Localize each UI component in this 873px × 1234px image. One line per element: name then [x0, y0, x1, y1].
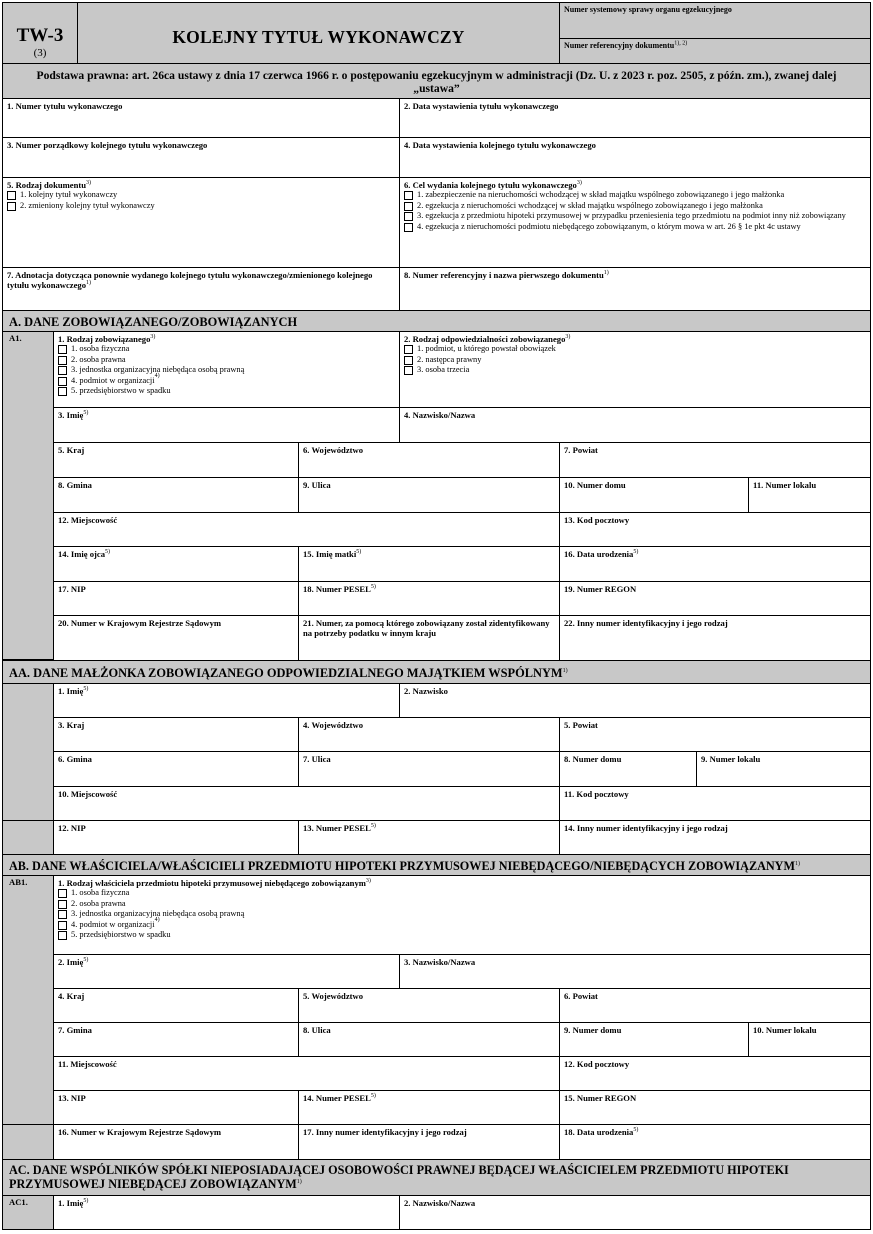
field-label: 1. Rodzaj zobowiązanego — [58, 334, 151, 344]
spouse-street-field[interactable] — [298, 751, 560, 787]
footnote-ref: 5) — [370, 1093, 376, 1100]
obligor-nip-field[interactable] — [53, 581, 299, 616]
field-label: 7. Adnotacja dotycząca ponownie wydanego kolejnego tytułu wykonawczego/zmienionego kolejnego tytułu wykonawczego — [7, 270, 373, 290]
field-label: 11. Kod pocztowy — [564, 789, 629, 799]
owner-city-field[interactable] — [53, 1056, 560, 1091]
owner-commune-field[interactable] — [53, 1022, 299, 1057]
section-id: A1. — [9, 333, 22, 343]
field-label: 3. Imię — [58, 410, 84, 420]
field-label: 4. Data wystawienia kolejnego tytułu wykonawczego — [404, 140, 596, 150]
checkbox[interactable] — [58, 921, 67, 930]
obligor-foreign-tax-id-field[interactable] — [298, 615, 560, 661]
obligor-mother-name-field[interactable] — [298, 546, 560, 582]
document-type-option-2[interactable]: 2. zmieniony kolejny tytuł wykonawczy — [7, 201, 396, 212]
owner-type-field — [53, 875, 871, 955]
owner-postal-code-field[interactable] — [559, 1056, 871, 1091]
obligor-country-field[interactable] — [53, 442, 299, 478]
spouse-last-name-field[interactable] — [399, 683, 871, 718]
field-label: 17. Inny numer identyfikacyjny i jego rodzaj — [303, 1127, 467, 1137]
field-label: 2. Nazwisko/Nazwa — [404, 1198, 476, 1208]
field-label: 4. Województwo — [303, 720, 363, 730]
document-type-option-1[interactable]: 1. kolejny tytuł wykonawczy — [7, 190, 396, 201]
footnote-ref: 5) — [83, 1198, 89, 1205]
owner-nip-field[interactable] — [53, 1090, 299, 1125]
checkbox[interactable] — [404, 223, 413, 232]
footnote-ref: 5) — [83, 686, 89, 693]
field-label: 14. Numer PESEL — [303, 1093, 371, 1103]
field-label: 3. Kraj — [58, 720, 85, 730]
checkbox[interactable] — [404, 202, 413, 211]
owner-regon-field[interactable] — [559, 1090, 871, 1125]
section-ab-header — [2, 854, 871, 876]
spouse-nip-field[interactable] — [53, 820, 299, 855]
field-label: 7. Powiat — [564, 445, 598, 455]
checkbox[interactable] — [404, 191, 413, 200]
footnote-ref: 5) — [83, 957, 89, 964]
checkbox[interactable] — [58, 889, 67, 898]
field-label: 6. Cel wydania kolejnego tytułu wykonawczego — [404, 180, 577, 190]
section-title: A. DANE ZOBOWIĄZANEGO/ZOBOWIĄZANYCH — [9, 315, 298, 329]
field-label: 7. Ulica — [303, 754, 331, 764]
section-a-id-column — [2, 331, 54, 660]
field-label: 4. Kraj — [58, 991, 85, 1001]
spouse-postal-code-field[interactable] — [559, 786, 871, 821]
field-label: 13. Numer PESEL — [303, 823, 371, 833]
section-id: AB1. — [9, 877, 28, 887]
field-label: 9. Numer lokalu — [701, 754, 761, 764]
field-label: 8. Numer domu — [564, 754, 622, 764]
ref-number-label: Numer referencyjny dokumentu — [564, 41, 675, 50]
next-title-ordinal-field[interactable] — [2, 137, 400, 178]
owner-first-name-field[interactable] — [53, 954, 400, 989]
field-label: 2. Data wystawienia tytułu wykonawczego — [404, 101, 559, 111]
obligor-birth-date-field[interactable] — [559, 546, 871, 582]
form-code: TW-3 — [16, 25, 64, 46]
footnote-ref: 5) — [105, 549, 111, 556]
field-label: 22. Inny numer identyfikacyjny i jego rodzaj — [564, 618, 728, 628]
field-label: 8. Gmina — [58, 480, 92, 490]
footnote-ref: 1) — [562, 667, 568, 674]
owner-type-option-2[interactable]: 2. osoba prawna — [58, 899, 867, 910]
ref-number-footnote: 1), 2) — [674, 40, 688, 47]
spouse-pesel-field[interactable] — [298, 820, 560, 855]
owner-birth-date-field[interactable] — [559, 1124, 871, 1160]
checkbox[interactable] — [58, 910, 67, 919]
section-ab-id-column — [2, 875, 54, 1157]
field-label: 14. Imię ojca — [58, 549, 106, 559]
field-label: 15. Imię matki — [303, 549, 357, 559]
footnote-ref: 5) — [356, 549, 362, 556]
title-number-field[interactable] — [2, 98, 400, 138]
liability-type-option-3[interactable]: 3. osoba trzecia — [404, 365, 867, 376]
owner-type-option-4[interactable]: 4. podmiot w organizacji 4) — [58, 920, 867, 931]
field-label: 19. Numer REGON — [564, 584, 637, 594]
spouse-first-name-field[interactable] — [53, 683, 400, 718]
field-label: 6. Gmina — [58, 754, 92, 764]
obligor-type-option-2[interactable]: 2. osoba prawna — [58, 355, 396, 366]
obligor-city-field[interactable] — [53, 512, 560, 547]
field-label: 12. Miejscowość — [58, 515, 118, 525]
owner-street-field[interactable] — [298, 1022, 560, 1057]
section-ac-header — [2, 1159, 871, 1196]
owner-type-option-1[interactable]: 1. osoba fizyczna — [58, 888, 867, 899]
field-label: 5. Kraj — [58, 445, 85, 455]
page-title: KOLEJNY TYTUŁ WYKONAWCZY — [172, 27, 465, 47]
obligor-krs-field[interactable] — [53, 615, 299, 661]
form-version: (3) — [33, 47, 47, 59]
field-label: 20. Numer w Krajowym Rejestrze Sądowym — [58, 618, 222, 628]
owner-last-name-field[interactable] — [399, 954, 871, 989]
footnote-ref: 1) — [603, 270, 609, 277]
field-label: 1. Numer tytułu wykonawczego — [7, 101, 123, 111]
field-label: 10. Miejscowość — [58, 789, 118, 799]
title-issue-date-field[interactable] — [399, 98, 871, 138]
obligor-postal-code-field[interactable] — [559, 512, 871, 547]
issue-purpose-option-1[interactable]: 1. zabezpieczenie na nieruchomości wchodzącej w skład majątku wspólnego zobowiązanego i jego małżonka — [404, 190, 860, 201]
field-label: 16. Data urodzenia — [564, 549, 634, 559]
form-page — [2, 2, 871, 1230]
obligor-voivodeship-field[interactable] — [298, 442, 560, 478]
obligor-type-option-5[interactable]: 5. przedsiębiorstwo w spadku — [58, 386, 396, 397]
owner-type-option-3[interactable]: 3. jednostka organizacyjna niebędąca osobą prawną — [58, 909, 867, 920]
issue-purpose-option-3[interactable]: 3. egzekucja z przedmiotu hipoteki przymusowej w przypadku przeniesienia tego przedmiotu na podmiot inny niż zobowiązany — [404, 211, 860, 222]
first-document-ref-field[interactable] — [399, 267, 871, 311]
legal-basis: Podstawa prawna: art. 26ca ustawy z dnia 17 czerwca 1966 r. o postępowaniu egzekucyjnym w administracji (Dz. U. z 2023 r. poz. 2505, z późn. zm.), zwanej dalej „ustawa” — [36, 69, 837, 95]
footnote-ref: 3) — [565, 334, 571, 341]
footnote-ref: 5) — [633, 1127, 639, 1134]
field-label: 18. Numer PESEL — [303, 584, 371, 594]
spouse-voivodeship-field[interactable] — [298, 717, 560, 752]
checkbox[interactable] — [58, 356, 67, 365]
partner-first-name-field[interactable] — [53, 1195, 400, 1230]
footnote-ref: 5) — [633, 549, 639, 556]
field-label: 13. NIP — [58, 1093, 86, 1103]
section-title: AB. DANE WŁAŚCICIELA/WŁAŚCICIELI PRZEDMIOTU HIPOTEKI PRZYMUSOWEJ NIEBĘDĄCEGO/NIEBĘDĄCYCH ZOBOWIĄZANYM — [9, 859, 795, 873]
spouse-commune-field[interactable] — [53, 751, 299, 787]
spouse-apartment-number-field[interactable] — [696, 751, 871, 787]
ref-number-field[interactable] — [559, 38, 871, 64]
checkbox[interactable] — [7, 202, 16, 211]
field-label: 3. Numer porządkowy kolejnego tytułu wykonawczego — [7, 140, 208, 150]
next-title-issue-date-field[interactable] — [399, 137, 871, 178]
owner-country-field[interactable] — [53, 988, 299, 1023]
system-number-field[interactable] — [559, 2, 871, 39]
footnote-ref: 3) — [86, 180, 92, 187]
checkbox[interactable] — [404, 212, 413, 221]
obligor-pesel-field[interactable] — [298, 581, 560, 616]
spouse-city-field[interactable] — [53, 786, 560, 821]
field-label: 2. Imię — [58, 957, 84, 967]
obligor-commune-field[interactable] — [53, 477, 299, 513]
field-label: 1. Imię — [58, 686, 84, 696]
footnote-ref: 1) — [86, 280, 92, 287]
field-label: 11. Miejscowość — [58, 1059, 117, 1069]
field-label: 10. Numer domu — [564, 480, 626, 490]
owner-krs-field[interactable] — [53, 1124, 299, 1160]
field-label: 15. Numer REGON — [564, 1093, 637, 1103]
field-label: 12. Kod pocztowy — [564, 1059, 630, 1069]
section-title: AC. DANE WSPÓLNIKÓW SPÓŁKI NIEPOSIADAJĄCEJ OSOBOWOŚCI PRAWNEJ BĘDĄCEJ WŁAŚCICIELEM PRZEDMIOTU HIPOTEKI PRZYMUSOWEJ NIEBĘDĄCEJ ZOBOWIĄZANYM — [9, 1163, 789, 1191]
spouse-country-field[interactable] — [53, 717, 299, 752]
obligor-apartment-number-field[interactable] — [748, 477, 871, 513]
field-label: 17. NIP — [58, 584, 86, 594]
field-label: 5. Powiat — [564, 720, 598, 730]
footnote-ref: 3) — [150, 334, 156, 341]
field-label: 14. Inny numer identyfikacyjny i jego rodzaj — [564, 823, 728, 833]
owner-type-option-5[interactable]: 5. przedsiębiorstwo w spadku — [58, 930, 867, 941]
obligor-first-name-field[interactable] — [53, 407, 400, 443]
field-label: 5. Województwo — [303, 991, 363, 1001]
checkbox[interactable] — [58, 377, 67, 386]
liability-type-option-2[interactable]: 2. następca prawny — [404, 355, 867, 366]
footnote-ref: 5) — [370, 584, 376, 591]
obligor-type-option-3[interactable]: 3. jednostka organizacyjna niebędąca osobą prawną — [58, 365, 396, 376]
obligor-type-option-1[interactable]: 1. osoba fizyczna — [58, 344, 396, 355]
owner-house-number-field[interactable] — [559, 1022, 749, 1057]
obligor-regon-field[interactable] — [559, 581, 871, 616]
checkbox[interactable] — [58, 345, 67, 354]
owner-district-field[interactable] — [559, 988, 871, 1023]
document-type-field — [2, 177, 400, 268]
liability-type-option-1[interactable]: 1. podmiot, u którego powstał obowiązek — [404, 344, 867, 355]
obligor-last-name-field[interactable] — [399, 407, 871, 443]
field-label: 12. NIP — [58, 823, 86, 833]
field-label: 18. Data urodzenia — [564, 1127, 634, 1137]
checkbox[interactable] — [7, 191, 16, 200]
obligor-type-option-4[interactable]: 4. podmiot w organizacji 4) — [58, 376, 396, 387]
section-aa-id-column — [2, 683, 54, 826]
obligor-father-name-field[interactable] — [53, 546, 299, 582]
system-number-label: Numer systemowy sprawy organu egzekucyjnego — [564, 5, 732, 14]
field-label: 2. Rodzaj odpowiedzialności zobowiązanego — [404, 334, 566, 344]
owner-voivodeship-field[interactable] — [298, 988, 560, 1023]
footnote-ref: 1) — [296, 1178, 302, 1185]
owner-apartment-number-field[interactable] — [748, 1022, 871, 1057]
checkbox[interactable] — [404, 366, 413, 375]
field-label: 1. Rodzaj właściciela przedmiotu hipoteki przymusowej niebędącego zobowiązanym — [58, 878, 366, 888]
obligor-type-field — [53, 331, 400, 408]
field-label: 7. Gmina — [58, 1025, 92, 1035]
field-label: 9. Ulica — [303, 480, 331, 490]
title-box — [77, 2, 560, 64]
issue-purpose-option-2[interactable]: 2. egzekucja z nieruchomości wchodzącej w skład majątku wspólnego zobowiązanego i jego małżonka — [404, 201, 860, 212]
field-label: 21. Numer, za pomocą którego zobowiązany został zidentyfikowany na potrzeby podatku w innym kraju — [303, 618, 550, 638]
obligor-other-id-field[interactable] — [559, 615, 871, 661]
annotation-field[interactable] — [2, 267, 400, 311]
footnote-ref: 3) — [365, 878, 371, 885]
section-id: AC1. — [9, 1197, 28, 1207]
field-label: 3. Nazwisko/Nazwa — [404, 957, 476, 967]
checkbox[interactable] — [58, 931, 67, 940]
obligor-house-number-field[interactable] — [559, 477, 749, 513]
footnote-ref: 3) — [576, 180, 582, 187]
spouse-other-id-field[interactable] — [559, 820, 871, 855]
checkbox[interactable] — [404, 356, 413, 365]
section-a-header — [2, 310, 871, 332]
section-aa-id-column-tail — [2, 820, 54, 855]
field-label: 6. Powiat — [564, 991, 598, 1001]
field-label: 2. Nazwisko — [404, 686, 448, 696]
checkbox[interactable] — [58, 900, 67, 909]
partner-last-name-field[interactable] — [399, 1195, 871, 1230]
field-label: 8. Numer referencyjny i nazwa pierwszego dokumentu — [404, 270, 604, 280]
section-aa-header — [2, 660, 871, 684]
obligor-district-field[interactable] — [559, 442, 871, 478]
section-ab-id-column-tail — [2, 1124, 54, 1160]
form-code-box — [2, 2, 78, 64]
footnote-ref: 5) — [370, 823, 376, 830]
footnote-ref: 5) — [83, 410, 89, 417]
legal-basis-box — [2, 63, 871, 99]
field-label: 6. Województwo — [303, 445, 363, 455]
spouse-district-field[interactable] — [559, 717, 871, 752]
issue-purpose-field — [399, 177, 871, 268]
obligor-street-field[interactable] — [298, 477, 560, 513]
spouse-house-number-field[interactable] — [559, 751, 697, 787]
field-label: 16. Numer w Krajowym Rejestrze Sądowym — [58, 1127, 222, 1137]
field-label: 1. Imię — [58, 1198, 84, 1208]
section-ac-id-column — [2, 1195, 54, 1230]
field-label: 10. Numer lokalu — [753, 1025, 817, 1035]
field-label: 8. Ulica — [303, 1025, 331, 1035]
field-label: 5. Rodzaj dokumentu — [7, 180, 87, 190]
field-label: 13. Kod pocztowy — [564, 515, 630, 525]
owner-other-id-field[interactable] — [298, 1124, 560, 1160]
field-label: 11. Numer lokalu — [753, 480, 817, 490]
section-title: AA. DANE MAŁŻONKA ZOBOWIĄZANEGO ODPOWIEDZIALNEGO MAJĄTKIEM WSPÓLNYM — [9, 666, 563, 680]
issue-purpose-option-4[interactable]: 4. egzekucja z nieruchomości podmiotu niebędącego zobowiązanym, o którym mowa w art. 26 § 1e pkt 4c ustawy — [404, 222, 860, 233]
footnote-ref: 1) — [795, 860, 800, 867]
checkbox[interactable] — [404, 345, 413, 354]
owner-pesel-field[interactable] — [298, 1090, 560, 1125]
field-label: 4. Nazwisko/Nazwa — [404, 410, 476, 420]
checkbox[interactable] — [58, 387, 67, 396]
liability-type-field — [399, 331, 871, 408]
field-label: 9. Numer domu — [564, 1025, 622, 1035]
checkbox[interactable] — [58, 366, 67, 375]
